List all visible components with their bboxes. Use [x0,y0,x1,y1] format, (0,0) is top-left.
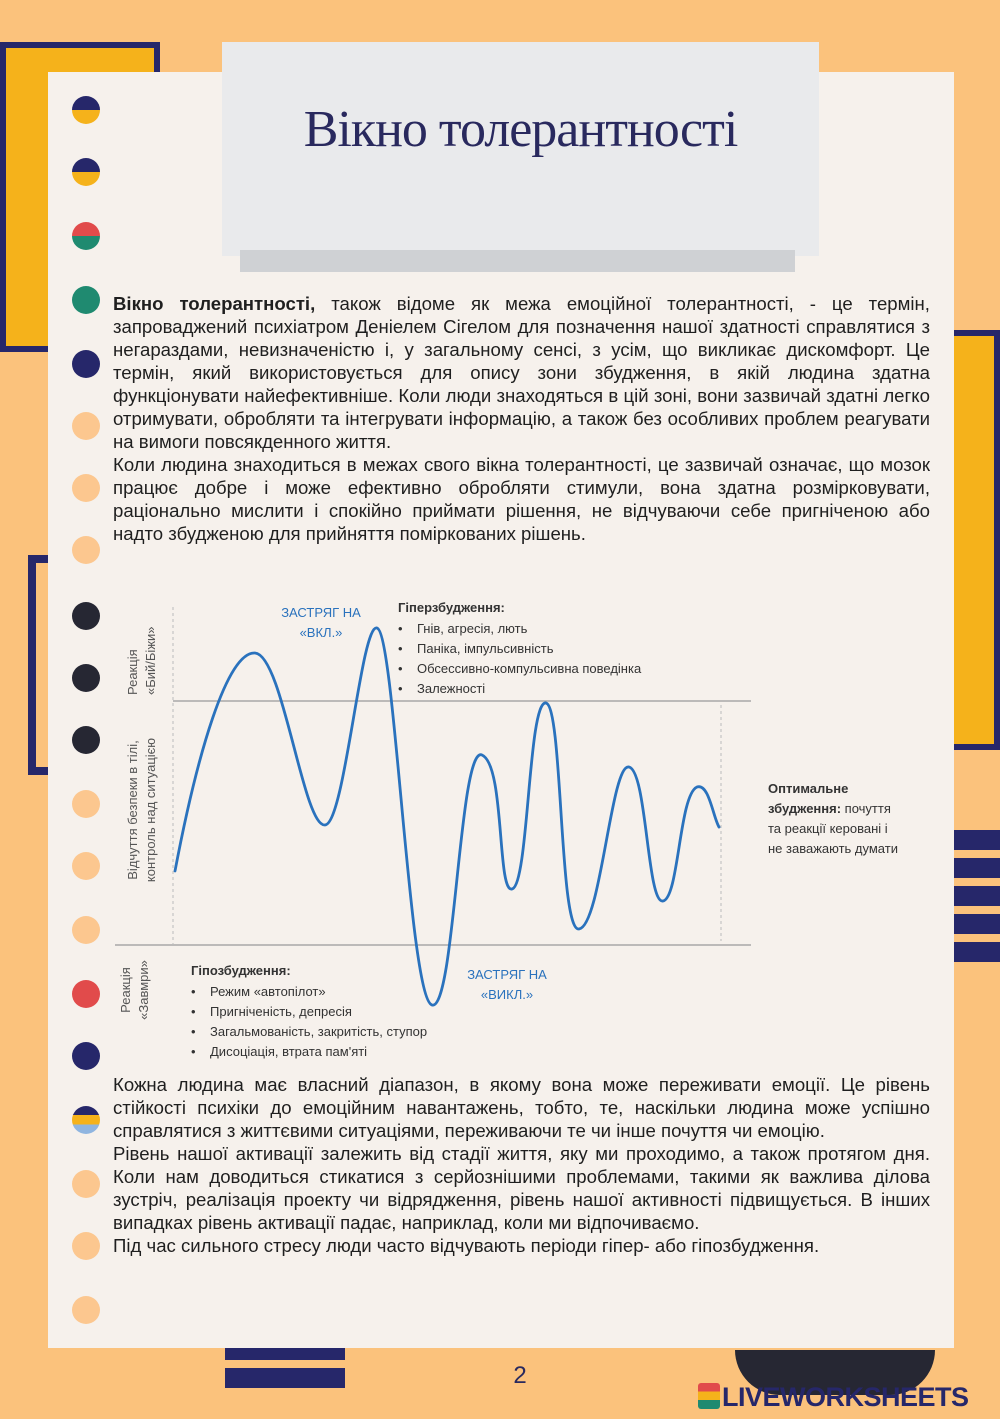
hyperarousal-bullet: • [398,621,403,636]
ring-dot [72,222,100,250]
axis-label-safety-2: контроль над ситуацією [143,737,158,883]
hypoarousal-bullet: • [191,1004,196,1019]
optimal-bold: збудження: [768,801,842,816]
hypoarousal-title: Гіпозбудження: [191,963,291,978]
ring-dot [72,350,100,378]
ring-dot [72,1170,100,1198]
stuck-off-label-1: ЗАСТРЯГ НА [467,967,547,982]
hypoarousal-item: Загальмованість, закритість, ступор [210,1024,428,1039]
ring-dot [72,916,100,944]
ring-dot [72,286,100,314]
page-number: 2 [513,1362,527,1389]
hyperarousal-item: Гнів, агресія, лють [417,621,528,636]
ring-dot [72,158,100,186]
hypoarousal-bullet: • [191,1044,196,1059]
ring-dot [72,412,100,440]
stuck-on-label-2: «ВКЛ.» [299,625,343,640]
intro-paragraph-2: Коли людина знаходиться в межах свого вікна толерантності, це зазвичай означає, що мозок працює добре і може ефективно обробляти стимули, вона здатна розмірковувати, раціонально мислити і спокійно приймати рішення, не відчуваючи себе пригніченою або надто збудженою для прийняття поміркованих рішень. [113,454,930,544]
ring-dot [72,1296,100,1324]
hypoarousal-item: Дисоціація, втрата пам'яті [210,1044,368,1059]
ring-dot [72,96,100,124]
hyperarousal-item: Паніка, імпульсивність [417,641,554,656]
hypoarousal-bullet: • [191,1024,196,1039]
optimal-rest: почуття [841,801,891,816]
ring-dot [72,536,100,564]
axis-label-safety-1: Відчуття безпеки в тілі, [125,740,140,880]
outro-paragraph-2: Рівень нашої активації залежить від стадії життя, яку ми проходимо, а також протягом дня. Коли нам доводиться стикатися з серйознішими проблемами, такими як важлива ділова зустріч, реалізація проекту чи відрядження, рівень нашої активності підвищується. В інших випадках рівень активації падає, наприклад, коли ми відпочиваємо. [113,1143,930,1233]
ring-dot [72,474,100,502]
optimal-line-3: та реакції керовані і [768,821,888,836]
optimal-line-4: не заважають думати [768,841,898,856]
ring-dot [72,1042,100,1070]
hyperarousal-bullet: • [398,661,403,676]
liveworksheets-logo [698,1382,969,1413]
hyperarousal-title: Гіперзбудження: [398,600,505,615]
ring-dot [72,852,100,880]
page-title: Вікно толерантності [303,101,738,158]
hypoarousal-bullet: • [191,984,196,999]
ring-dot [72,1106,100,1134]
optimal-line-1: Оптимальне [768,781,849,796]
outro-paragraph-1: Кожна людина має власний діапазон, в якому вона може переживати емоції. Це рівень стійкості психіки до емоційним навантажень, тобто, те, наскільки людина може успішно справлятися з життєвими ситуаціями, переживаючи те чи інше почуття чи емоцію. [113,1074,930,1141]
outro-paragraph-3: Під час сильного стресу люди часто відчувають періоди гіпер- або гіпозбудження. [113,1235,820,1256]
title-banner-shadow [240,250,795,272]
intro-bold-term: Вікно толерантності, [113,293,316,314]
brick-wall-bottom [225,1340,345,1395]
stuck-off-label-2: «ВИКЛ.» [480,987,534,1002]
optimal-line-2 [768,801,891,816]
liveworksheets-logo-icon [698,1383,720,1409]
intro-paragraph-1-text: також відоме як межа емоційної толерантності, - це термін, запроваджений психіатром Деніелем Сігелом для позначення нашої здатності справлятися з негараздами, невизначеністю і, у загальному сенсі, з усім, що викликає дискомфорт. Це термін, який використовується для опису зони збудження, в якій людина здатна функціонувати найефективніше. Коли люди знаходяться в цій зоні, вони зазвичай здатні легко отримувати, обробляти та інтегрувати інформацію, а також без особливих проблем реагувати на вимоги повсякденного життя. [113,293,930,452]
axis-label-freeze-1: Реакція [118,967,133,1013]
intro-text [113,292,930,545]
ring-dot [72,602,100,630]
ring-dot [72,980,100,1008]
outro-text [113,1073,930,1257]
axis-label-fight-flight-1: Реакція [125,649,140,695]
hyperarousal-item: Залежності [417,681,486,696]
ring-dot [72,726,100,754]
hyperarousal-bullet: • [398,681,403,696]
stuck-on-label-1: ЗАСТРЯГ НА [281,605,361,620]
intro-paragraph-1 [113,292,930,453]
hypoarousal-item: Пригніченість, депресія [210,1004,352,1019]
ring-dot [72,790,100,818]
hypoarousal-item: Режим «автопілот» [210,984,326,999]
hyperarousal-bullet: • [398,641,403,656]
liveworksheets-logo-text: LIVEWORKSHEETS [722,1382,969,1412]
ring-dot [72,1232,100,1260]
ring-dot [72,664,100,692]
tolerance-window-diagram [105,595,945,1065]
axis-label-fight-flight-2: «Бий/Біжи» [143,626,158,695]
hyperarousal-item: Обсесcивно-компульсивна поведінка [417,661,642,676]
axis-label-freeze-2: «Завмри» [136,960,151,1020]
